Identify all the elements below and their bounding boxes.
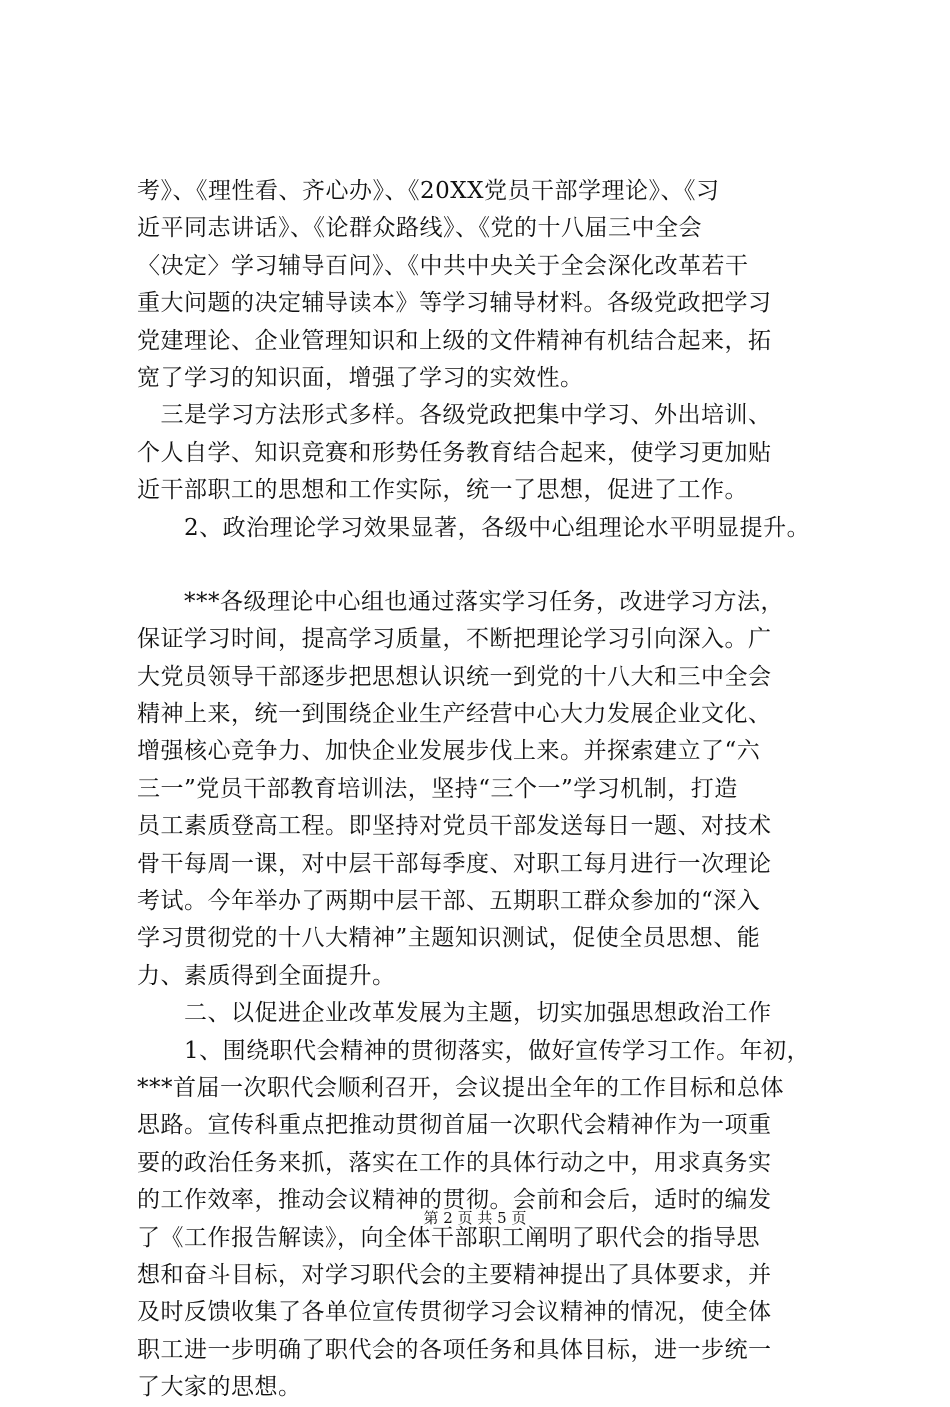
text-line: 职工进一步明确了职代会的各项任务和具体目标，进一步统一 xyxy=(137,1336,772,1363)
text-line: 近干部职工的思想和工作实际，统一了思想，促进了工作。 xyxy=(137,477,748,504)
section-heading: 2、政治理论学习效果显著，各级中心组理论水平明显提升。 xyxy=(137,514,811,541)
text-line: ***各级理论中心组也通过落实学习任务，改进学习方法， xyxy=(137,588,784,615)
text-line: 了大家的思想。 xyxy=(137,1374,302,1401)
text-line: 个人自学、知识竞赛和形势任务教育结合起来，使学习更加贴 xyxy=(137,439,772,466)
text-line: 员工素质登高工程。即坚持对党员干部发送每日一题、对技术 xyxy=(137,813,772,840)
text-line: 〈决定〉学习辅导百问》、《中共中央关于全会深化改革若干 xyxy=(137,252,749,279)
text-line: 党建理论、企业管理知识和上级的文件精神有机结合起来，拓 xyxy=(137,327,772,354)
text-line: 精神上来，统一到围绕企业生产经营中心大力发展企业文化、 xyxy=(137,701,772,728)
text-line: 想和奋斗目标，对学习职代会的主要精神提出了具体要求，并 xyxy=(137,1261,772,1288)
text-line: 大党员领导干部逐步把思想认识统一到党的十八大和三中全会 xyxy=(137,663,772,690)
section-heading: 二、以促进企业改革发展为主题，切实加强思想政治工作 xyxy=(137,1000,772,1027)
text-line: 增强核心竞争力、加快企业发展步伐上来。并探索建立了“六 xyxy=(137,738,761,765)
text-line: 重大问题的决定辅导读本》等学习辅导材料。各级党政把学习 xyxy=(137,290,772,317)
page-number-footer: 第 2 页 共 5 页 xyxy=(423,1209,527,1227)
text-line: 思路。宣传科重点把推动贯彻首届一次职代会精神作为一项重 xyxy=(137,1112,772,1139)
text-line: 骨干每周一课，对中层干部每季度、对职工每月进行一次理论 xyxy=(137,850,772,877)
text-line: 了《工作报告解读》，向全体干部职工阐明了职代会的指导思 xyxy=(137,1224,760,1251)
text-line: 近平同志讲话》、《论群众路线》、《党的十八届三中全会 xyxy=(137,215,702,242)
text-line: 考》、《理性看、齐心办》、《20XX党员干部学理论》、《习 xyxy=(137,178,720,204)
text-line: 保证学习时间，提高学习质量，不断把理论学习引向深入。广 xyxy=(137,626,772,653)
text-line: 的工作效率，推动会议精神的贯彻。会前和会后，适时的编发 xyxy=(137,1187,772,1214)
text-line: 三一”党员干部教育培训法，坚持“三个一”学习机制，打造 xyxy=(137,775,738,802)
text-line: 三是学习方法形式多样。各级党政把集中学习、外出培训、 xyxy=(137,402,772,429)
text-line: 1、围绕职代会精神的贯彻落实，做好宣传学习工作。年初， xyxy=(137,1037,811,1064)
text-line: 学习贯彻党的十八大精神”主题知识测试，促使全员思想、能 xyxy=(137,925,761,952)
text-line: 及时反馈收集了各单位宣传贯彻学习会议精神的情况，使全体 xyxy=(137,1299,772,1326)
text-line: 要的政治任务来抓，落实在工作的具体行动之中，用求真务实 xyxy=(137,1149,772,1176)
paragraph-gap xyxy=(137,547,852,584)
text-line: 宽了学习的知识面，增强了学习的实效性。 xyxy=(137,364,584,391)
text-line: 考试。今年举办了两期中层干部、五期职工群众参加的“深入 xyxy=(137,888,761,915)
text-line: ***首届一次职代会顺利召开，会议提出全年的工作目标和总体 xyxy=(137,1074,784,1101)
text-line: 力、素质得到全面提升。 xyxy=(137,962,396,989)
